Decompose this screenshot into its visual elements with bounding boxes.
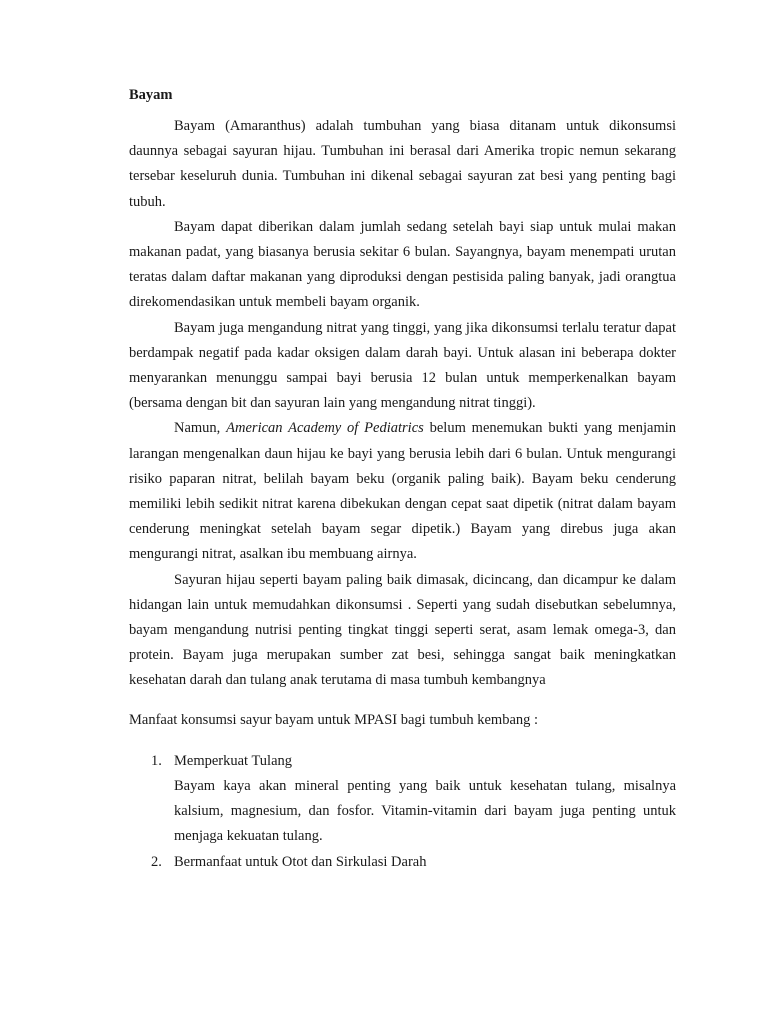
paragraph-4-rest: belum menemukan bukti yang menjamin larangan mengenalkan daun hijau ke bayi yang berusia lebih dari 6 bulan. Untuk mengurangi risiko paparan nitrat, belilah bayam beku (organik paling baik). Bayam beku cenderung memiliki lebih sedikit nitrat karena dibekukan dengan cepat saat dipetik (nitrat dalam bayam cenderung meningkat setelah bayam segar dipetik.) Bayam yang direbus juga akan mengurangi nitrat, asalkan ibu membuang airnya. <box>129 420 677 563</box>
paragraph-4 <box>129 416 676 567</box>
paragraph-5: Sayuran hijau seperti bayam paling baik dimasak, dicincang, dan dicampur ke dalam hidangan lain untuk memudahkan dikonsumsi . Seperti yang sudah disebutkan sebelumnya, bayam mengandung nutrisi penting tingkat tinggi seperti serat, asam lemak omega-3, dan protein. Bayam juga merupakan sumber zat besi, sehingga sangat baik meningkatkan kesehatan darah dan tulang anak terutama di masa tumbuh kembangnya <box>129 571 676 689</box>
list-item <box>129 749 676 850</box>
list-item-description: Bayam kaya akan mineral penting yang baik untuk kesehatan tulang, misalnya kalsium, magnesium, dan fosfor. Vitamin-vitamin dari bayam juga penting untuk menjaga kekuatan tulang. <box>174 778 676 845</box>
list-number: 1. <box>151 752 162 769</box>
benefits-intro: Manfaat konsumsi sayur bayam untuk MPASI bagi tumbuh kembang : <box>129 711 539 728</box>
document-title: Bayam <box>129 87 173 103</box>
organization-name: American Academy of Pediatrics <box>226 420 424 437</box>
list-item <box>129 850 676 875</box>
paragraph-4-start: Namun, <box>174 420 227 437</box>
list-number: 2. <box>151 853 162 870</box>
paragraph-1: Bayam (Amaranthus) adalah tumbuhan yang biasa ditanam untuk dikonsumsi daunnya sebagai sayuran hijau. Tumbuhan ini berasal dari Amerika tropic nemun sekarang tersebar keseluruh dunia. Tumbuhan ini dikenal sebagai sayuran zat besi yang penting bagi tubuh. <box>129 118 676 210</box>
list-item-title: Memperkuat Tulang <box>174 752 293 769</box>
paragraph-3: Bayam juga mengandung nitrat yang tinggi, yang jika dikonsumsi terlalu teratur dapat berdampak negatif pada kadar oksigen dalam darah bayi. Untuk alasan ini beberapa dokter menyarankan menunggu sampai bayi berusia 12 bulan untuk memperkenalkan bayam (bersama dengan bit dan sayuran lain yang mengandung nitrat tinggi). <box>129 319 676 412</box>
benefits-list <box>129 749 676 875</box>
list-item-title: Bermanfaat untuk Otot dan Sirkulasi Darah <box>174 853 427 870</box>
paragraph-2: Bayam dapat diberikan dalam jumlah sedang setelah bayi siap untuk mulai makan makanan padat, yang biasanya berusia sekitar 6 bulan. Sayangnya, bayam menempati urutan teratas dalam daftar makanan yang diproduksi dengan pestisida paling banyak, jadi orangtua direkomendasikan untuk membeli bayam organik. <box>129 218 676 311</box>
document-page <box>129 80 676 875</box>
